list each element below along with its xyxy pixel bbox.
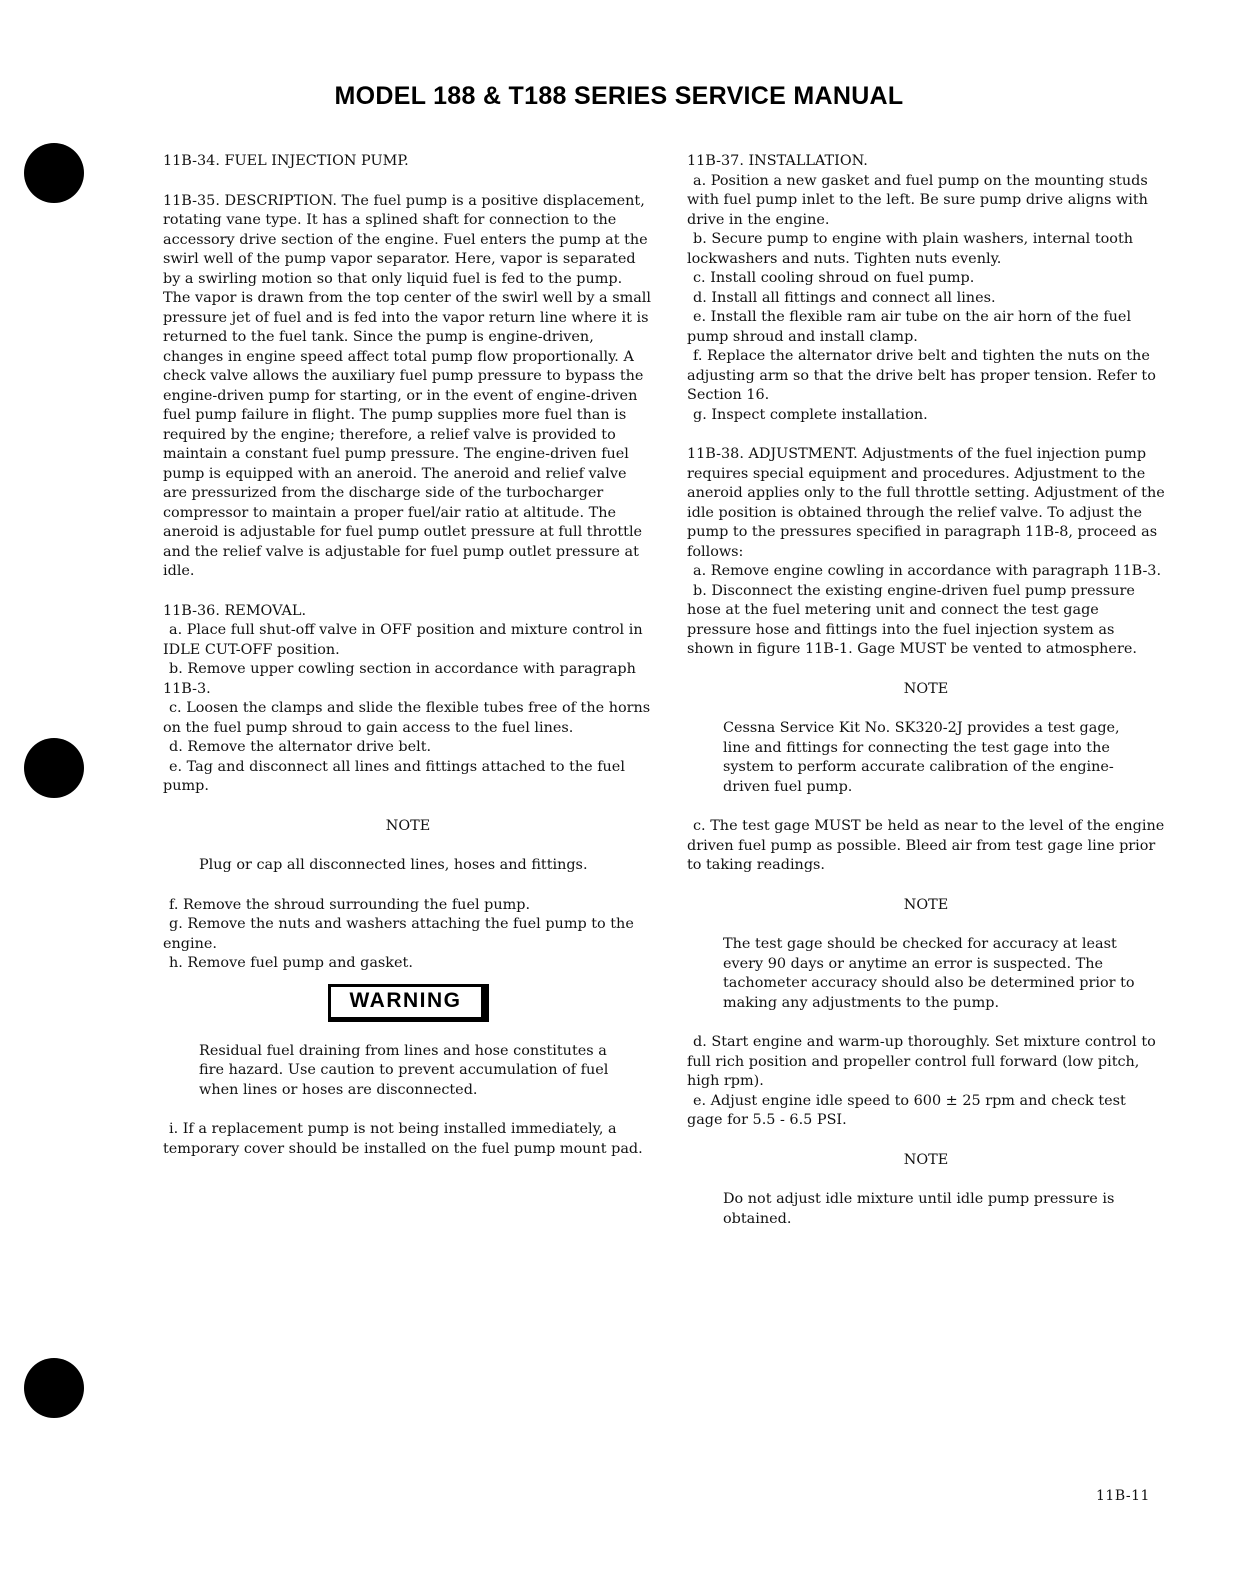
warning-label: WARNING xyxy=(328,984,489,1022)
page-number: 11B-11 xyxy=(1096,1488,1150,1504)
installation-step: f. Replace the alternator drive belt and tighten the nuts on the adjusting arm so that the drive belt has proper tension. Refer to Section 16. xyxy=(687,348,1156,403)
removal-step: g. Remove the nuts and washers attaching the fuel pump to the engine. xyxy=(163,916,634,952)
section-heading-installation: 11B-37. INSTALLATION. xyxy=(687,153,868,169)
installation-step: a. Position a new gasket and fuel pump on the mounting studs with fuel pump inlet to the left. Be sure pump drive aligns with drive in the engine. xyxy=(687,172,1148,228)
adjustment-paragraph: 11B-38. ADJUSTMENT. Adjustments of the fuel injection pump requires special equipment and procedures. Adjustment to the aneroid applies only to the full throttle setting. Adjustment of the idle position is obtained through the relief valve. To adjust the pump to the pressures specified in paragraph 11B-8, proceed as follows: xyxy=(687,446,1165,560)
removal-step: d. Remove the alternator drive belt. xyxy=(169,739,432,755)
section-heading-removal: 11B-36. REMOVAL. xyxy=(163,602,307,619)
binder-hole-middle xyxy=(24,738,84,798)
removal-step: c. Loosen the clamps and slide the flexible tubes free of the horns on the fuel pump shroud to gain access to the fuel lines. xyxy=(163,700,651,736)
installation-step: b. Secure pump to engine with plain washers, internal tooth lockwashers and nuts. Tighten nuts evenly. xyxy=(687,231,1134,267)
adjustment-step: b. Disconnect the existing engine-driven fuel pump pressure hose at the fuel metering unit and connect the test gage pressure hose and fittings into the fuel injection system as shown in figure 11B-1. Gage MUST be vented to atmosphere. xyxy=(687,582,1137,657)
page-title: MODEL 188 & T188 SERIES SERVICE MANUAL xyxy=(334,82,904,110)
binder-hole-top xyxy=(24,143,84,203)
removal-step: e. Tag and disconnect all lines and fittings attached to the fuel pump. xyxy=(163,758,625,794)
section-heading-fuel-injection-pump: 11B-34. FUEL INJECTION PUMP. xyxy=(163,153,409,169)
note-title: NOTE xyxy=(903,1151,949,1168)
adjustment-step: c. The test gage MUST be held as near to the level of the engine driven fuel pump as possible. Bleed air from test gage line prior to taking readings. xyxy=(687,818,1165,873)
note-title: NOTE xyxy=(903,896,949,913)
description-paragraph: 11B-35. DESCRIPTION. The fuel pump is a positive displacement, rotating vane type. It has a splined shaft for connection to the accessory drive section of the engine. Fuel enters the pump at the swirl well of the pump vapor separator. Here, vapor is separated by a swirling motion so that only liquid fuel is fed to the pump. The vapor is drawn from the top center of the swirl well by a small pressure jet of fuel and is fed into the vapor return line where it is returned to the fuel tank. Since the pump is engine-driven, changes in engine speed affect total pump flow proportionally. A check valve allows the auxiliary fuel pump pressure to bypass the engine-driven pump for starting, or in the event of engine-driven fuel pump failure in flight. The pump supplies more fuel than is required by the engine; therefore, a relief valve is provided to maintain a constant fuel pump pressure. The engine-driven fuel pump is equipped with an aneroid. The aneroid and relief valve are pressurized from the discharge side of the turbocharger compressor to maintain a proper fuel/air ratio at altitude. The aneroid is adjustable for fuel pump outlet pressure at full throttle and the relief valve is adjustable for fuel pump outlet pressure at idle. xyxy=(163,192,652,579)
left-column xyxy=(163,152,653,1159)
note-title: NOTE xyxy=(903,680,949,697)
installation-step: e. Install the flexible ram air tube on the air horn of the fuel pump shroud and install clamp. xyxy=(687,309,1132,345)
removal-step: f. Remove the shroud surrounding the fuel pump. xyxy=(169,896,531,913)
adjustment-step: e. Adjust engine idle speed to 600 ± 25 rpm and check test gage for 5.5 - 6.5 PSI. xyxy=(687,1092,1126,1128)
removal-step: a. Place full shut-off valve in OFF position and mixture control in IDLE CUT-OFF position. xyxy=(163,622,643,658)
removal-step: i. If a replacement pump is not being installed immediately, a temporary cover should be installed on the fuel pump mount pad. xyxy=(163,1121,643,1157)
removal-step: b. Remove upper cowling section in accordance with paragraph 11B-3. xyxy=(163,661,636,697)
note-text: Plug or cap all disconnected lines, hoses and fittings. xyxy=(199,857,588,873)
installation-step: c. Install cooling shroud on fuel pump. xyxy=(693,270,975,286)
note-title: NOTE xyxy=(385,817,431,834)
adjustment-step: a. Remove engine cowling in accordance with paragraph 11B-3. xyxy=(693,563,1162,579)
warning-text: Residual fuel draining from lines and hose constitutes a fire hazard. Use caution to prevent accumulation of fuel when lines or hoses are disconnected. xyxy=(199,1042,609,1098)
installation-step: d. Install all fittings and connect all lines. xyxy=(693,289,996,306)
removal-step: h. Remove fuel pump and gasket. xyxy=(169,955,413,971)
right-column xyxy=(687,152,1165,1229)
note-text: The test gage should be checked for accuracy at least every 90 days or anytime an error is suspected. The tachometer accuracy should also be determined prior to making any adjustments to the pump. xyxy=(723,936,1135,1011)
note-text: Cessna Service Kit No. SK320-2J provides a test gage, line and fittings for connecting the test gage into the system to perform accurate calibration of the engine-driven fuel pump. xyxy=(723,720,1120,795)
note-text: Do not adjust idle mixture until idle pump pressure is obtained. xyxy=(723,1191,1115,1227)
installation-step: g. Inspect complete installation. xyxy=(693,406,928,423)
binder-hole-bottom xyxy=(24,1358,84,1418)
adjustment-step: d. Start engine and warm-up thoroughly. Set mixture control to full rich position and propeller control full forward (low pitch, high rpm). xyxy=(687,1034,1156,1089)
